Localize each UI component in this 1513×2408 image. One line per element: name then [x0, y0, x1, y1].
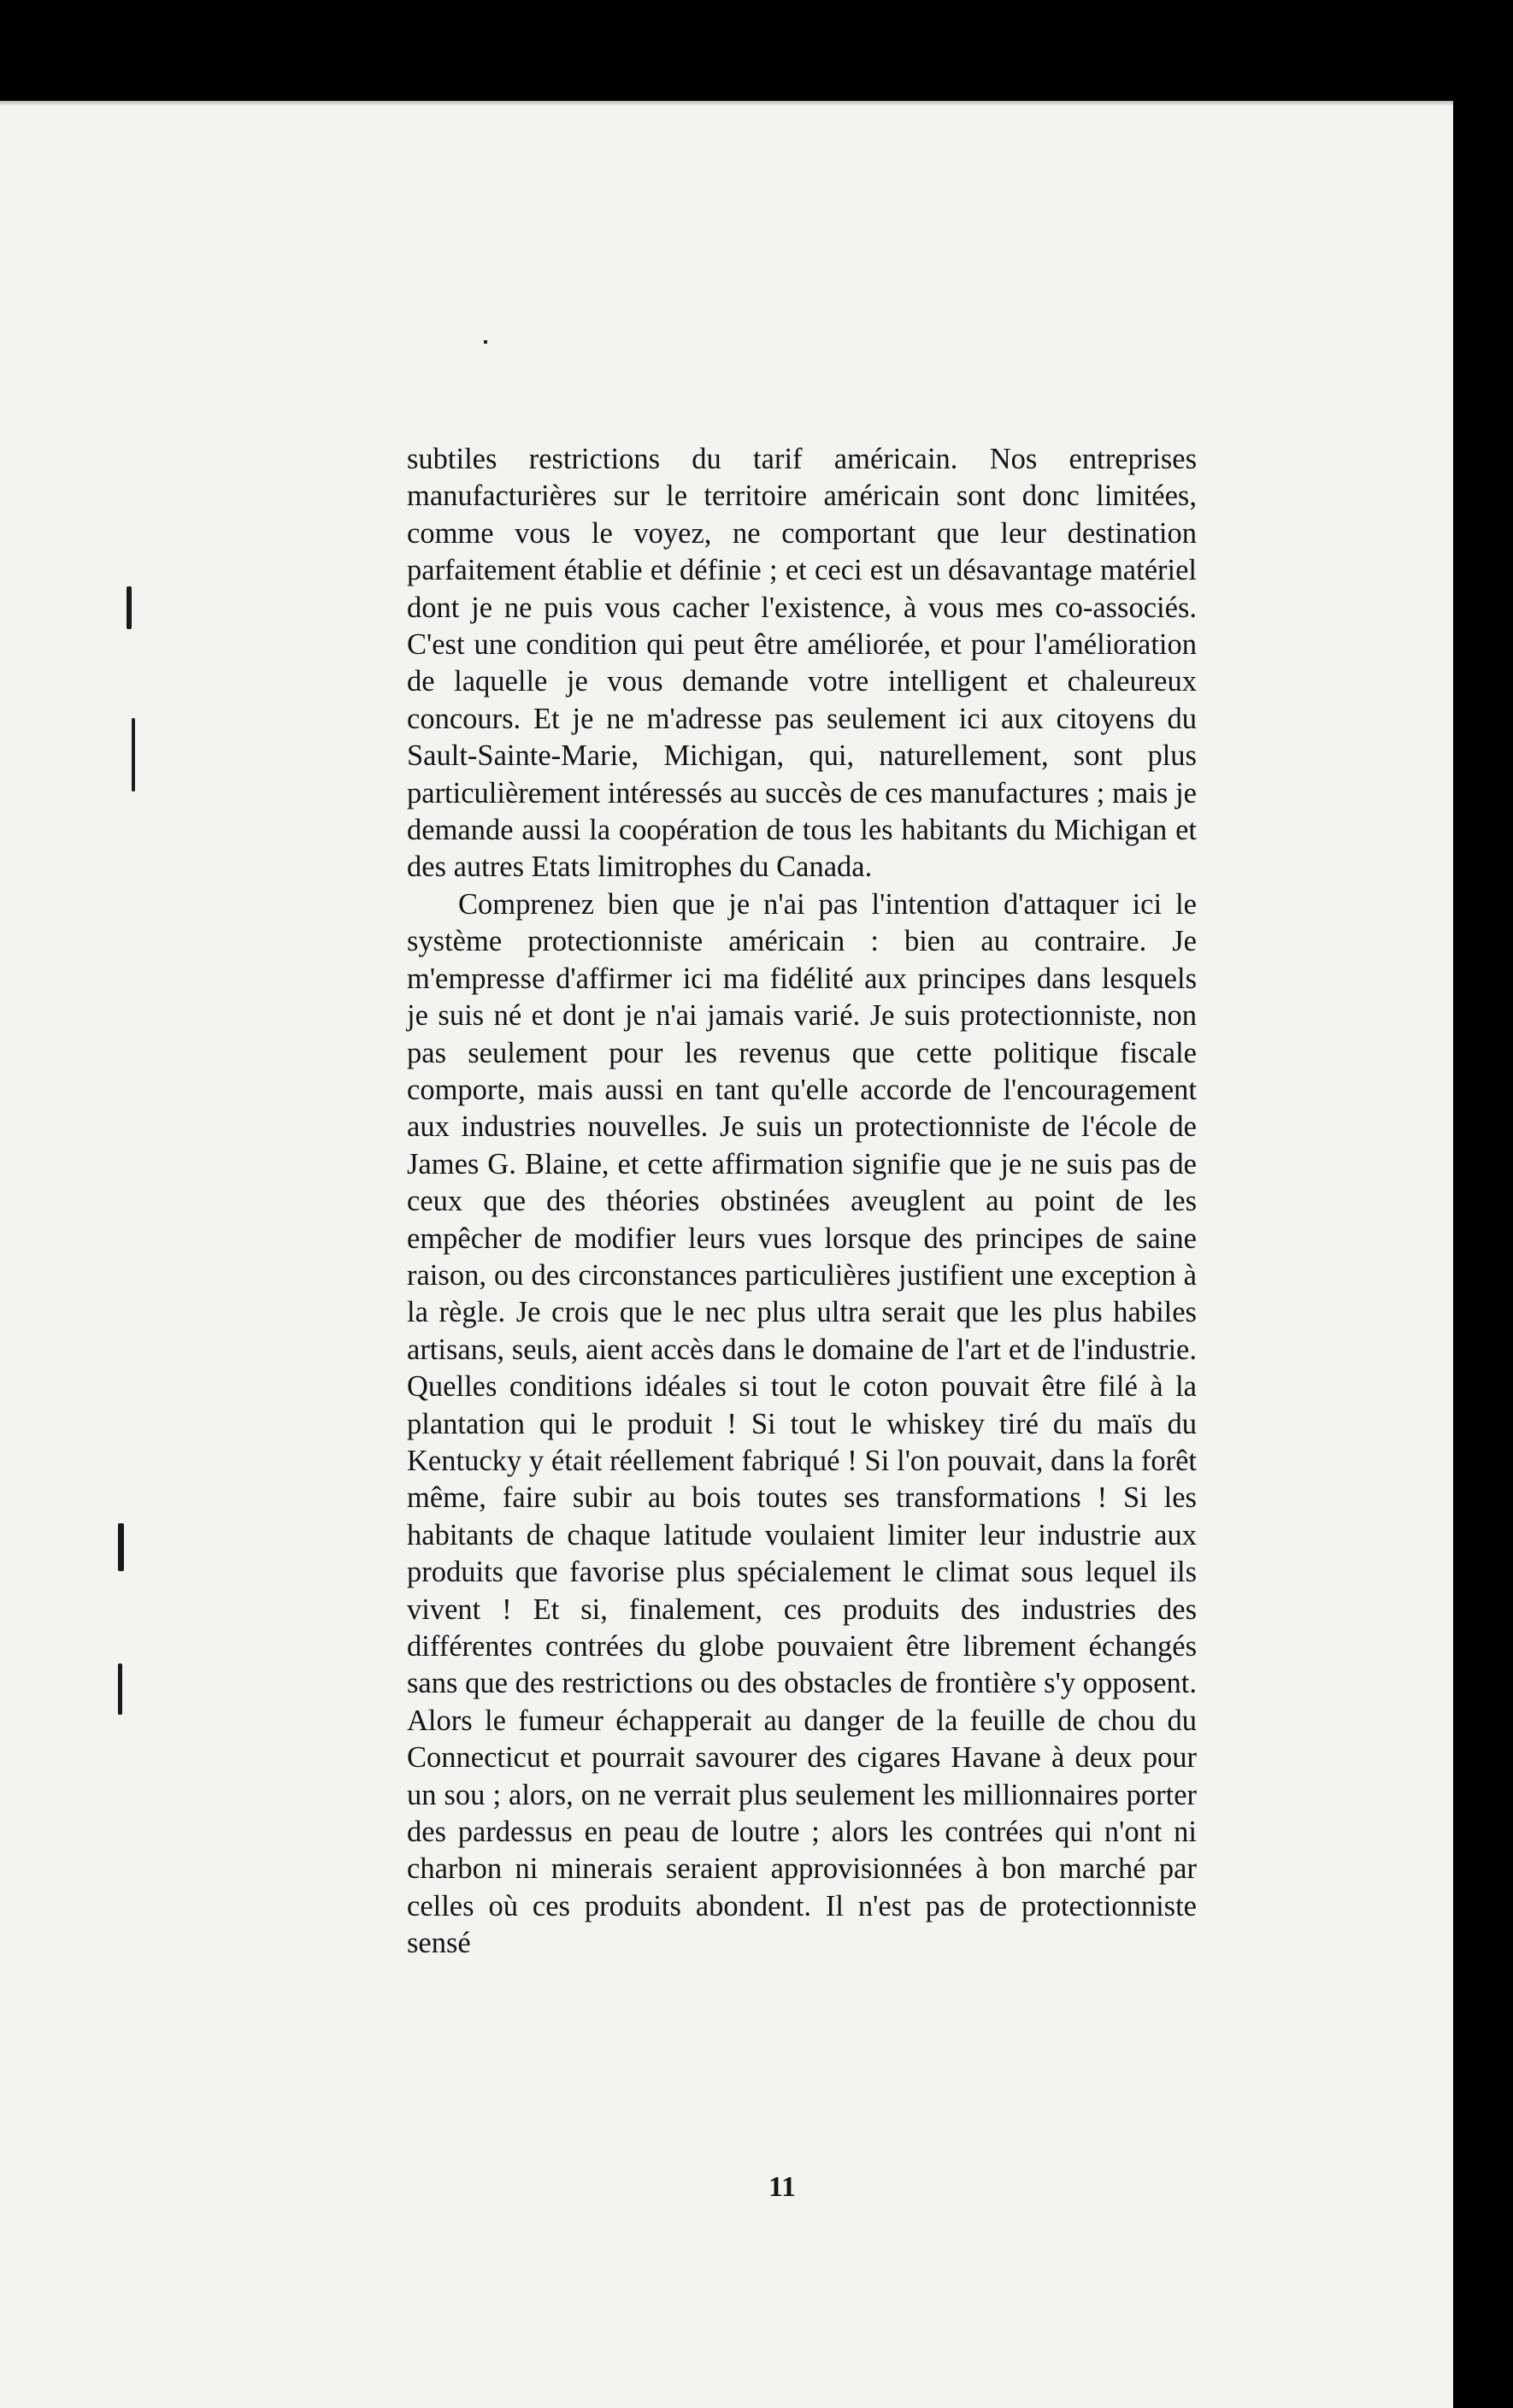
- paragraph: subtiles restrictions du tarif américain. Nos entreprises manufacturières sur le territoire américain sont donc limitées, comme vous le voyez, ne comportant que leur destination parfaitement établie et définie ; et ceci est un désavantage matériel dont je ne puis vous cacher l'existence, à vous mes co-associés. C'est une condition qui peut être améliorée, et pour l'amélioration de laquelle je vous demande votre intelligent et chaleureux concours. Et je ne m'adresse pas seulement ici aux citoyens du Sault-Sainte-Marie, Michigan, qui, naturellement, sont plus particulièrement intéressés au succès de ces manufactures ; mais je demande aussi la coopération de tous les habitants du Michigan et des autres Etats limitrophes du Canada.: [407, 443, 1197, 884]
- body-text: [407, 441, 1197, 1963]
- margin-mark: [118, 1663, 122, 1715]
- page-top-edge: [0, 101, 1453, 106]
- margin-mark: [118, 1523, 124, 1571]
- page-number: 11: [768, 2171, 797, 2203]
- paragraph: Comprenez bien que je n'ai pas l'intention d'attaquer ici le système protectionniste américain : bien au contraire. Je m'empresse d'affirmer ici ma fidélité aux principes dans lesquels je suis né et dont je n'ai jamais varié. Je suis protectionniste, non pas seulement pour les revenus que cette politique fiscale comporte, mais aussi en tant qu'elle accorde de l'encouragement aux industries nouvelles. Je suis un protectionniste de l'école de James G. Blaine, et cette affirmation signifie que je ne suis pas de ceux que des théories obstinées aveuglent au point de les empêcher de modifier leurs vues lorsque des principes de saine raison, ou des circonstances particulières justifient une exception à la règle. Je crois que le nec plus ultra serait que les plus habiles artisans, seuls, aient accès dans le domaine de l'art et de l'industrie. Quelles conditions idéales si tout le coton pouvait être filé à la plantation qui le produit ! Si tout le whiskey tiré du maïs du Kentucky y était réellement fabriqué ! Si l'on pouvait, dans la forêt même, faire subir au bois toutes ses transformations ! Si les habitants de chaque latitude voulaient limiter leur industrie aux produits que favorise plus spécialement le climat sous lequel ils vivent ! Et si, finalement, ces produits des industries des différentes contrées du globe pouvaient être librement échangés sans que des restrictions ou des obstacles de frontière s'y opposent. Alors le fumeur échapperait au danger de la feuille de chou du Connecticut et pourrait savourer des cigares Havane à deux pour un sou ; alors, on ne verrait plus seulement les millionnaires porter des pardessus en peau de loutre ; alors les contrées qui n'ont ni charbon ni minerais seraient approvisionnées à bon marché par celles où ces produits abondent. Il n'est pas de protectionniste sensé: [407, 887, 1197, 1960]
- margin-mark: [132, 718, 135, 792]
- scan-speck: [484, 340, 487, 344]
- margin-mark: [127, 586, 132, 629]
